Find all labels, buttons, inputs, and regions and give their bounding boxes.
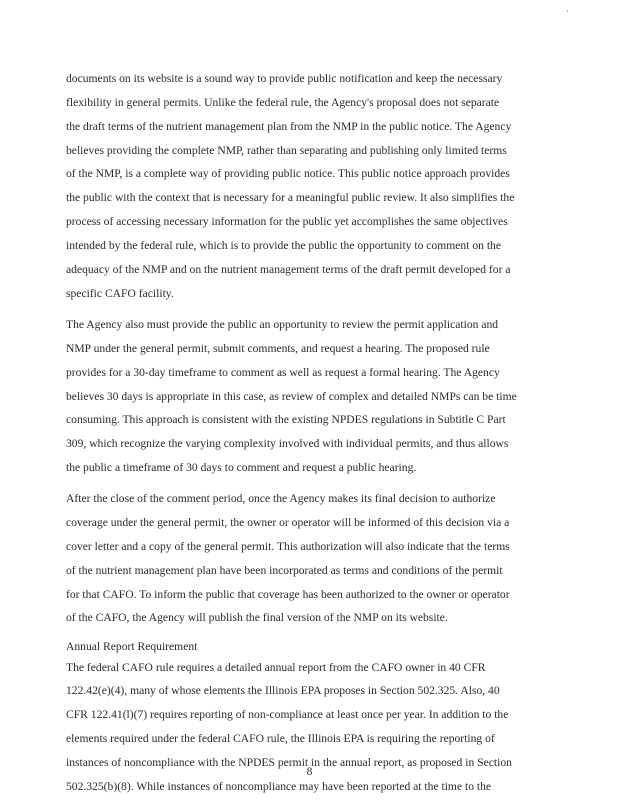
text-line: adequacy of the NMP and on the nutrient management terms of the draft permit developed for a: [66, 263, 511, 276]
text-line: instances of noncompliance with the NPDES permit in the annual report, as proposed in Section: [66, 756, 512, 769]
corner-mark: ·: [566, 6, 569, 16]
section-heading: Annual Report Requirement: [66, 640, 198, 653]
text-line: provides for a 30-day timeframe to comment as well as request a formal hearing. The Agency: [66, 366, 500, 379]
text-line: process of accessing necessary information for the public yet accomplishes the same objectives: [66, 215, 508, 228]
text-line: specific CAFO facility.: [66, 287, 174, 300]
text-line: 502.325(b)(8). While instances of noncompliance may have been reported at the time to the: [66, 780, 492, 793]
text-line: The federal CAFO rule requires a detailed annual report from the CAFO owner in 40 CFR: [66, 661, 486, 674]
text-line: After the close of the comment period, once the Agency makes its final decision to authorize: [66, 492, 496, 505]
text-line: documents on its website is a sound way to provide public notification and keep the necessary: [66, 72, 503, 85]
text-line: The Agency also must provide the public an opportunity to review the permit application and: [66, 318, 499, 331]
text-line: 122.42(e)(4), many of whose elements the Illinois EPA proposes in Section 502.325. Also, 40: [66, 684, 500, 697]
text-line: elements required under the federal CAFO rule, the Illinois EPA is requiring the reporting of: [66, 732, 495, 745]
text-line: of the NMP, is a complete way of providing public notice. This public notice approach provides: [66, 167, 510, 180]
text-line: coverage under the general permit, the owner or operator will be informed of this decision via a: [66, 516, 510, 529]
text-line: cover letter and a copy of the general permit. This authorization will also indicate that the terms: [66, 540, 510, 553]
text-line: intended by the federal rule, which is to provide the public the opportunity to comment on the: [66, 239, 501, 252]
text-line: consuming. This approach is consistent with the existing NPDES regulations in Subtitle C Part: [66, 413, 506, 426]
text-line: the public with the context that is necessary for a meaningful public review. It also simplifies the: [66, 191, 515, 204]
page-number: 8: [306, 766, 313, 778]
text-line: for that CAFO. To inform the public that coverage has been authorized to the owner or operator: [66, 588, 510, 601]
text-line: CFR 122.41(l)(7) requires reporting of non-compliance at least once per year. In addition to the: [66, 708, 509, 721]
text-line: believes 30 days is appropriate in this case, as review of complex and detailed NMPs can be time: [66, 390, 517, 403]
text-line: believes providing the complete NMP, rather than separating and publishing only limited terms: [66, 144, 507, 157]
text-line: the draft terms of the nutrient management plan from the NMP in the public notice. The Agency: [66, 120, 512, 133]
text-line: flexibility in general permits. Unlike the federal rule, the Agency's proposal does not separate: [66, 96, 500, 109]
text-line: of the CAFO, the Agency will publish the final version of the NMP on its website.: [66, 611, 448, 624]
text-line: 309, which recognize the varying complexity involved with individual permits, and thus allows: [66, 437, 509, 450]
text-line: the public a timeframe of 30 days to comment and request a public hearing.: [66, 461, 417, 474]
text-line: NMP under the general permit, submit comments, and request a hearing. The proposed rule: [66, 342, 490, 355]
text-line: of the nutrient management plan have been incorporated as terms and conditions of the permit: [66, 564, 503, 577]
